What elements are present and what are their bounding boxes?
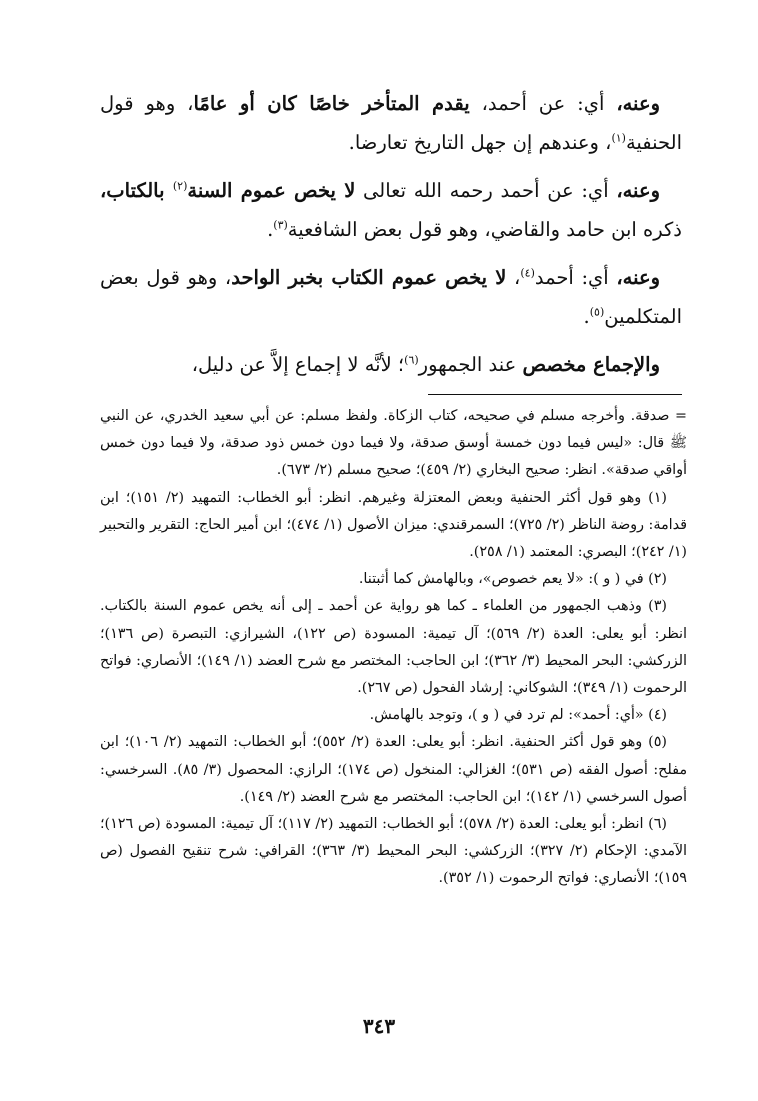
- footnote-marker-2[interactable]: (٢): [172, 179, 188, 193]
- lead-term: وعنه،: [616, 179, 660, 202]
- text-run: .: [267, 218, 274, 241]
- bold-statement: لا يخص عموم السنة: [187, 179, 356, 202]
- footnote-marker-5[interactable]: (٥): [589, 305, 605, 319]
- footnote-marker-1[interactable]: (١): [611, 131, 626, 145]
- bold-statement: بالكتاب،: [100, 179, 173, 202]
- text-run: ذكره ابن حامد والقاضي، وهو قول بعض الشافعية: [287, 218, 682, 241]
- lead-term: وعنه،: [616, 266, 661, 289]
- text-run: عند الجمهور: [418, 353, 523, 376]
- page-number: ٣٤٣: [362, 1014, 396, 1038]
- text-run: ، وهو قول الحنفية: [100, 92, 682, 154]
- bold-statement: والإجماع مخصص: [522, 353, 660, 376]
- text-run: أي: أحمد: [534, 266, 617, 289]
- footnote-continuation: = صدقة. وأخرجه مسلم في صحيحه، كتاب الزكاة. ولفظ مسلم: عن أبي سعيد الخدري، عن النبي ﷺ قال: «ليس فيما دون خمسة أوسق صدقة، ولا فيما دون خمس ذود صدقة، ولا فيما دون خمس أواقي صدقة». انظر: صحيح البخاري (٢/ ٤٥٩)؛ صحيح مسلم (٢/ ٦٧٣).: [100, 408, 687, 479]
- paragraph-1: [100, 84, 682, 162]
- footnote-marker-3[interactable]: (٣): [273, 218, 288, 232]
- footnote-6: (٦) انظر: أبو يعلى: العدة (٢/ ٥٧٨)؛ أبو الخطاب: التمهيد (٢/ ١١٧)؛ آل تيمية: المسودة (ص ١٢٦)؛ الآمدي: الإحكام (٢/ ٣٢٧)؛ الزركشي: البحر المحيط (٣/ ٣٦٣)؛ القرافي: شرح تنقيح الفصول (ص ١٥٩)؛ الأنصاري: فواتح الرحموت (١/ ٣٥٢).: [100, 816, 687, 887]
- paragraph-3: [100, 258, 682, 336]
- bold-statement: لا يخص عموم الكتاب بخبر الواحد: [231, 266, 507, 289]
- text-run: أي: عن أحمد رحمه الله تعالى: [355, 179, 617, 202]
- footnote-5: (٥) وهو قول أكثر الحنفية. انظر: أبو يعلى: العدة (٢/ ٥٥٢)؛ أبو الخطاب: التمهيد (٢/ ١٠٦)؛ ابن مفلح: أصول الفقه (ص ٥٣١)؛ الغزالي: المنخول (ص ١٧٤)؛ الرازي: المحصول (٣/ ٨٥). السرخسي: أصول السرخسي (١/ ١٤٢)؛ ابن الحاجب: المختصر مع شرح العضد (٢/ ١٤٩).: [100, 734, 688, 805]
- text-run: ، وعندهم إن جهل التاريخ تعارضا.: [348, 131, 612, 154]
- main-text: [100, 84, 682, 393]
- text-run: أي: عن أحمد،: [469, 92, 617, 115]
- lead-term: وعنه،: [616, 92, 660, 115]
- footnote-4: (٤) «أي: أحمد»: لم ترد في ( و )، وتوجد بالهامش.: [369, 707, 667, 724]
- text-run: ، وهو قول بعض المتكلمين: [100, 266, 682, 328]
- footnote-marker-4[interactable]: (٤): [520, 266, 535, 280]
- bold-statement: يقدم المتأخر خاصًا كان أو عامًا: [193, 92, 470, 115]
- footnote-separator: [428, 394, 682, 395]
- paragraph-2: [100, 171, 682, 249]
- footnotes: [100, 403, 687, 893]
- text-run: .: [583, 305, 590, 328]
- footnote-3: (٣) وذهب الجمهور من العلماء ـ كما هو رواية عن أحمد ـ إلى أنه يخص عموم السنة بالكتاب. انظر: أبو يعلى: العدة (٢/ ٥٦٩)؛ آل تيمية: المسودة (ص ١٢٢)، الشيرازي: التبصرة (ص ١٣٦)؛ الزركشي: البحر المحيط (٣/ ٣٦٢)؛ ابن الحاجب: المختصر مع شرح العضد (١/ ١٤٩)؛ الأنصاري: فواتح الرحموت (١/ ٣٤٩)؛ الشوكاني: إرشاد الفحول (ص ٢٦٧).: [100, 598, 688, 697]
- text-run: ؛ لأنَّه لا إجماع إلاَّ عن دليل،: [191, 353, 405, 376]
- footnote-2: (٢) في ( و ): «لا يعم خصوص»، وبالهامش كما أثبتنا.: [358, 571, 667, 588]
- footnote-1: (١) وهو قول أكثر الحنفية وبعض المعتزلة وغيرهم. انظر: أبو الخطاب: التمهيد (٢/ ١٥١)؛ ابن قدامة: روضة الناظر (٢/ ٧٢٥)؛ السمرقندي: ميزان الأصول (١/ ٤٧٤)؛ ابن أمير الحاج: التقرير والتحبير (١/ ٢٤٢)؛ البصري: المعتمد (١/ ٢٥٨).: [100, 489, 687, 561]
- footnote-marker-6[interactable]: (٦): [404, 353, 419, 367]
- text-run: ،: [506, 266, 521, 289]
- paragraph-4: [100, 345, 682, 384]
